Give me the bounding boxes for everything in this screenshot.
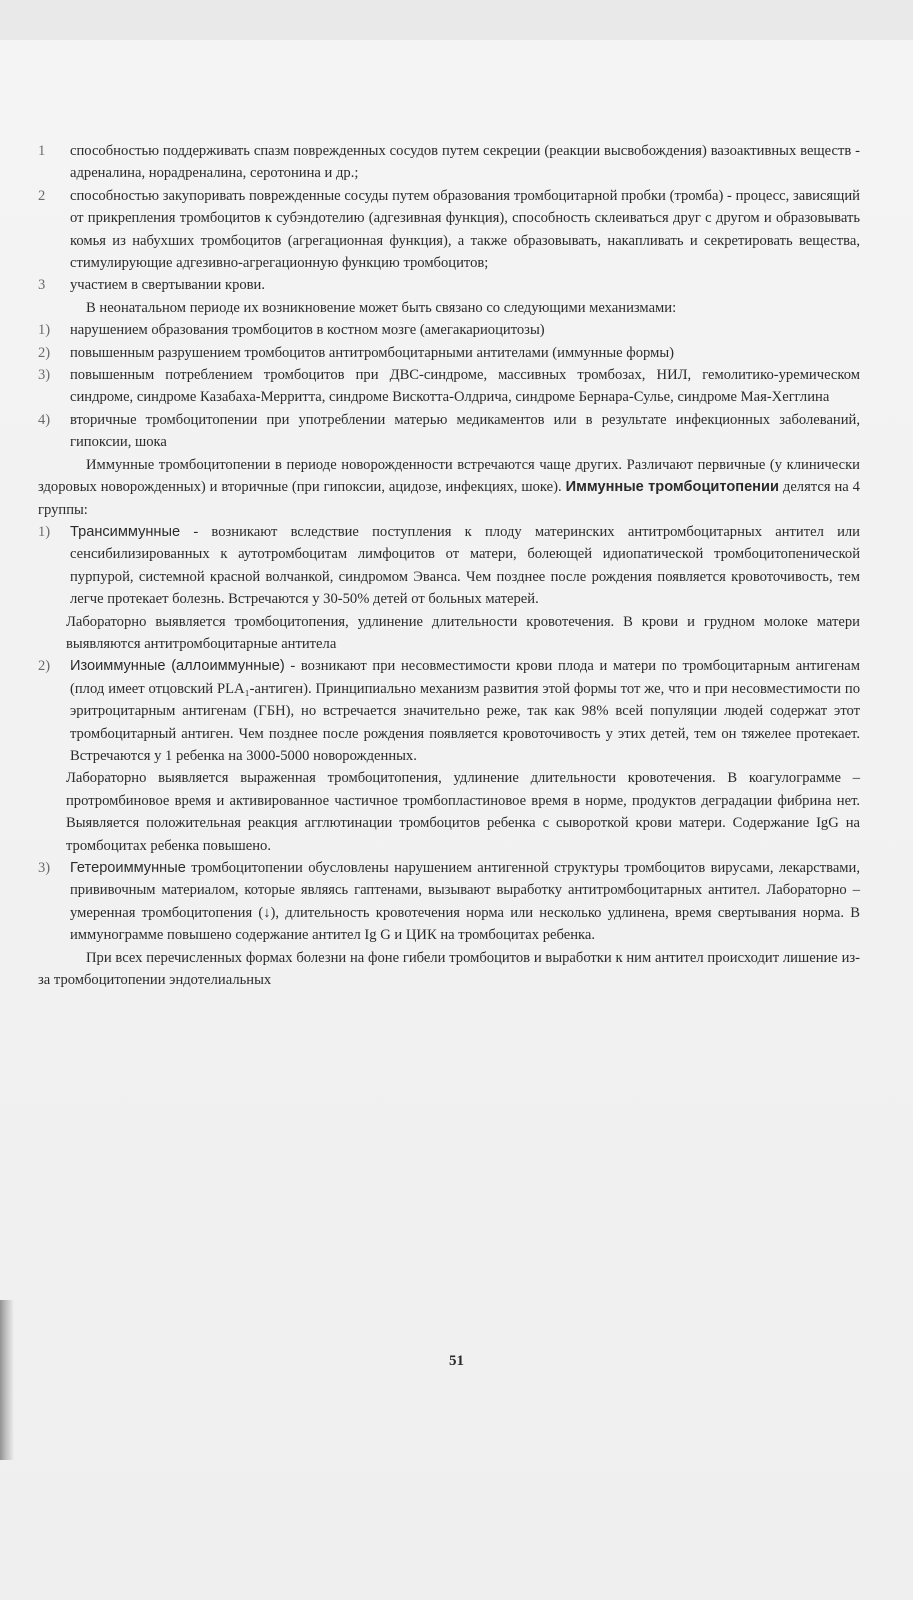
- list-item-text: способностью поддерживать спазм поврежденных сосудов путем секреции (реакции высвобождения) вазоактивных веществ - адреналина, норадреналина, серотонина и др.;: [70, 143, 860, 182]
- list-item-text: - возникают вследствие поступления к плоду материнских антитромбоцитарных антител или сенсибилизированных к аутотромбоцитам лимфоцитов от матери, болеющей идиопатической тромбоцитопенической пурпурой, системной красной волчанкой, синдромом Эванса. Чем позднее после рождения появляется кровоточивость, тем легче протекает болезнь. Встречаются у 30-50% детей от больных матерей.: [70, 523, 860, 608]
- immune-emphasis: Иммунные тромбоцитопении: [565, 479, 779, 496]
- list-item-text: тромбоцитопении обусловлены нарушением антигенной структуры тромбоцитов вирусами, лекарствами, прививочным материалом, которые являясь гаптенами, вызывают выработку антитромбоцитарных антител. Лабораторно – умеренная тромбоцитопения (↓), длительность кровотечения норма или несколько удлинена, время свертывания норма. В иммунограмме повышено содержание антител Ig G и ЦИК на тромбоцитах ребенка.: [70, 860, 860, 944]
- immune-text-b: делятся на 4 группы:: [38, 479, 860, 518]
- paragraph-neonatal: В неонатальном периоде их возникновение может быть связано со следующими механизмами:: [86, 299, 677, 316]
- list-item: [38, 185, 860, 275]
- list-marker: 2): [38, 344, 51, 361]
- list-item-transimmune: [38, 521, 860, 611]
- list-item-isoimmune: [38, 655, 860, 767]
- list-item-text: повышенным разрушением тромбоцитов антитромбоцитарными антителами (иммунные формы): [70, 344, 674, 361]
- list-marker: 4): [38, 411, 51, 428]
- list-item-text: нарушением образования тромбоцитов в костном мозге (амегакариоцитозы): [70, 322, 545, 339]
- list-item: [38, 342, 860, 364]
- list-item: [38, 319, 860, 341]
- list-marker: 3): [38, 860, 51, 876]
- list-item-text: вторичные тромбоцитопении при употреблении матерью медикаментов или в результате инфекционных заболеваний, гипоксии, шока: [70, 411, 860, 451]
- list-item: [38, 140, 860, 185]
- paragraph-immune: [38, 454, 860, 521]
- list-item-text: участием в свертывании крови.: [70, 277, 266, 294]
- list-marker: 2): [38, 658, 51, 675]
- list-item: [38, 274, 860, 296]
- term-title: Изоиммунные: [70, 658, 166, 675]
- list-marker: 1): [38, 322, 51, 339]
- term-paren: (аллоиммунные): [171, 658, 285, 675]
- term-title: Гетероиммунные: [70, 860, 186, 876]
- list-marker: 1): [38, 523, 51, 540]
- page-number: 51: [449, 1353, 464, 1369]
- scan-binding-edge: [0, 1300, 14, 1460]
- term-title: Трансиммунные: [70, 523, 181, 540]
- list-marker: 1: [38, 143, 46, 159]
- list-marker: 3): [38, 367, 51, 384]
- page-text: [38, 140, 860, 991]
- list-item-text: способностью закупоривать поврежденные сосуды путем образования тромбоцитарной пробки (тромба) - процесс, зависящий от прикрепления тромбоцитов к субэндотелию (адгезивная функция), способность склеиваться друг с другом и образовывать комья из набухших тромбоцитов (агрегационная функция), а также образовывать, накапливать и секретировать вещества, стимулирующие адгезивно-агрегационную функцию тромбоцитов;: [70, 187, 860, 272]
- list-item: [38, 364, 860, 409]
- list-item-text: - возникают при несовместимости крови плода и матери по тромбоцитарным антигенам (плод имеет отцовский PLA₁-антиген). Принципиально механизм развития этой формы тот же, что и при несовместимости по эритроцитарным антигенам (ГБН), но встречается значительно реже, так как 98% всей популяции людей содержат этот тромбоцитарный антиген. Чем позднее после рождения появляется кровоточивость у этих детей, тем он тяжелее протекает. Встречаются у 1 ребенка на 3000-5000 новорожденных.: [70, 658, 860, 764]
- list-item-heteroimmune: [38, 857, 860, 947]
- paragraph-final: При всех перечисленных формах болезни на фоне гибели тромбоцитов и выработки к ним антител происходит лишение из-за тромбоцитопении эндотелиальных: [38, 949, 860, 989]
- list-marker: 3: [38, 277, 46, 294]
- immune-text-a: Иммунные тромбоцитопении в периоде новорожденности встречаются чаще других. Различают первичные (у клинически здоровых новорожденных) и вторичные (при гипоксии, ацидозе, инфекциях, шоке).: [38, 456, 860, 496]
- scan-top-margin: [0, 0, 913, 40]
- lab-paragraph: Лабораторно выявляется тромбоцитопения, удлинение длительности кровотечения. В крови и грудном молоке матери выявляются антитромбоцитарные антитела: [66, 613, 860, 652]
- lab-paragraph: Лабораторно выявляется выраженная тромбоцитопения, удлинение длительности кровотечения. В коагулограмме – протромбиновое время и активированное частичное тромбопластиновое время в норме, продуктов деградации фибрина нет. Выявляется положительная реакция агглютинации тромбоцитов ребенка с сывороткой крови матери. Содержание IgG на тромбоцитах ребенка повышено.: [66, 770, 860, 854]
- list-item-text: повышенным потреблением тромбоцитов при ДВС-синдроме, массивных тромбозах, НИЛ, гемолитико-уремическом синдроме, синдроме Казабаха-Мерритта, синдроме Вискотта-Олдрича, синдроме Бернара-Сулье, синдроме Мая-Хегглина: [70, 367, 860, 406]
- list-item: [38, 409, 860, 454]
- list-marker: 2: [38, 187, 46, 204]
